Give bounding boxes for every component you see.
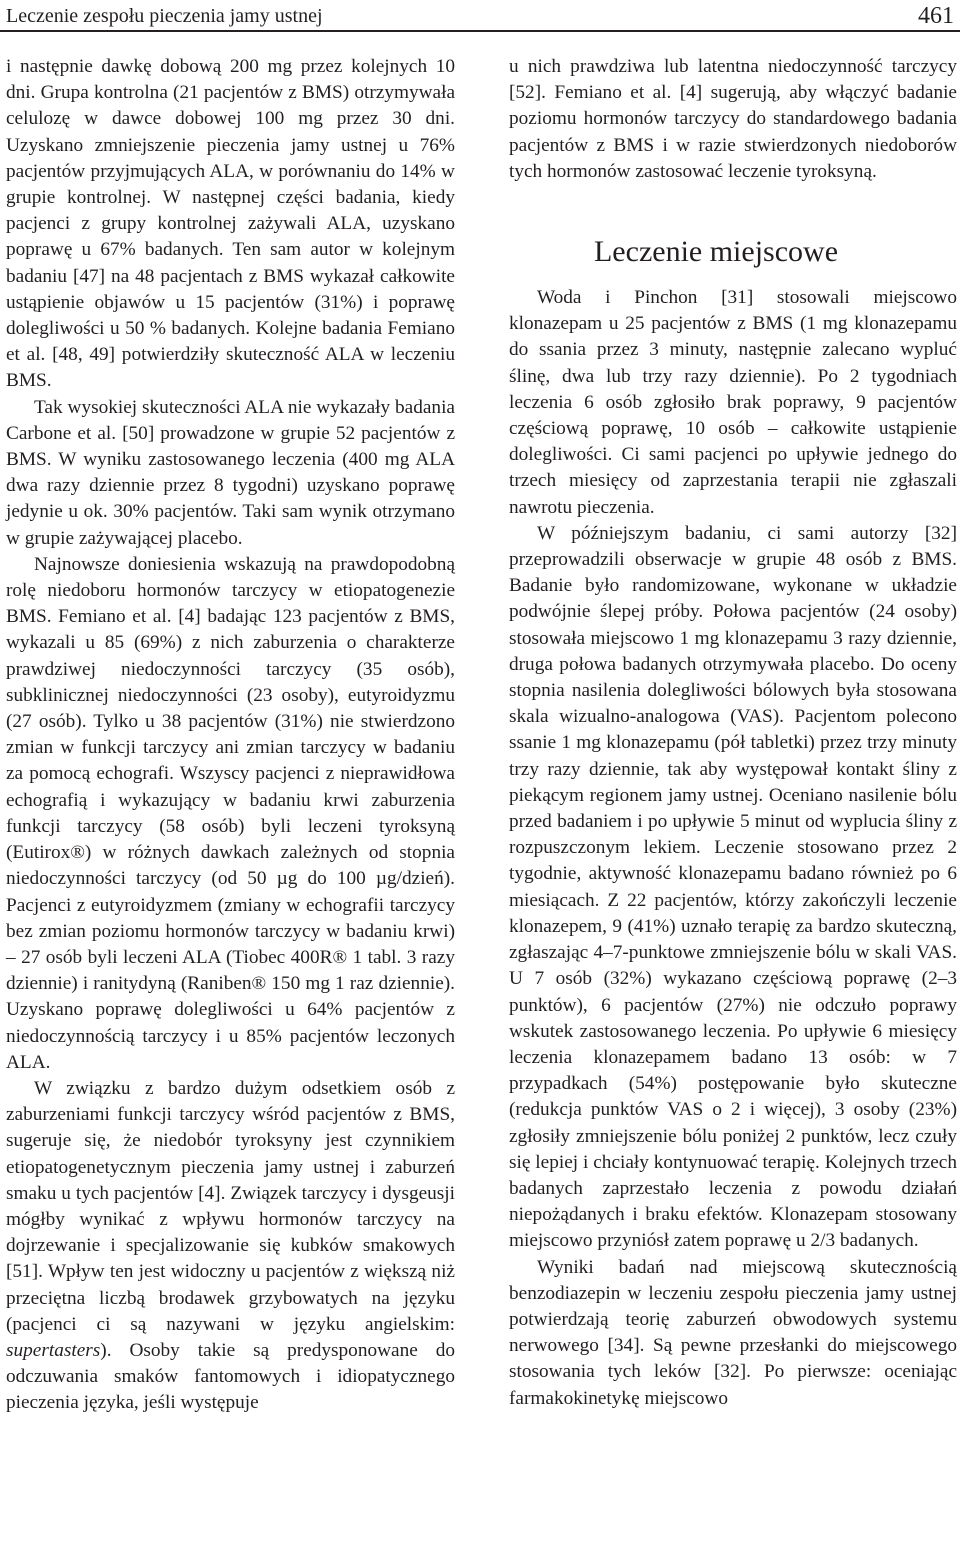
page-number: 461 <box>918 3 954 29</box>
paragraph: Woda i Pinchon [31] stosowali miejscowo klonazepam u 25 pacjentów z BMS (1 mg klonazepamu do ssania przez 3 minuty, następnie zalecano wypluć ślinę, dwa lub trzy razy dziennie). Po 2 tygodniach leczenia 6 osób zgłosiło brak poprawy, 9 pacjentów częściową poprawę, 10 osób – całkowite ustąpienie dolegliwości. Ci sami pacjenci po upływie jednego do trzech miesięcy od zaprzestania terapii nie zgłaszali nawrotu pieczenia. <box>509 287 957 518</box>
running-title: Leczenie zespołu pieczenia jamy ustnej <box>6 5 323 27</box>
left-column <box>6 54 455 1417</box>
paragraph: u nich prawdziwa lub latentna niedoczynność tarczycy [52]. Femiano et al. [4] sugerują, aby włączyć badanie poziomu hormonów tarczycy do standardowego badania pacjentów z BMS i w razie stwierdzonych niedoborów tych hormonów zastosować leczenie tyroksyną. <box>509 56 957 182</box>
header-rule <box>0 30 960 32</box>
right-column <box>509 54 957 1412</box>
page-header <box>0 0 960 34</box>
paragraph: Wyniki badań nad miejscową skutecznością benzodiazepin w leczeniu zespołu pieczenia jamy ustnej potwierdzają teorię zaburzeń obwodowych systemu nerwowego [34]. Są pewne przesłanki do miejscowego stosowania tych leków [32]. Po pierwsze: oceniając farmakokinetykę miejscowo <box>509 1256 957 1409</box>
paragraph-text: ). Osoby takie są predysponowane do odczuwania smaków fantomowych i idiopatycznego pieczenia języka, jeśli występuje <box>6 1339 455 1414</box>
paragraph: Tak wysokiej skuteczności ALA nie wykazały badania Carbone et al. [50] prowadzone w grupie 52 pacjentów z BMS. W wyniku zastosowanego leczenia (400 mg ALA dwa razy dziennie przez 8 tygodni) uzyskano poprawę jedynie u ok. 30% pacjentów. Taki sam wynik otrzymano w grupie zażywającej placebo. <box>6 396 455 549</box>
paragraph <box>6 1076 455 1417</box>
italic-term: supertasters <box>6 1339 101 1361</box>
paragraph: W późniejszym badaniu, ci sami autorzy [32] przeprowadzili obserwacje w grupie 48 osób z BMS. Badanie było randomizowane, wykonane w układzie podwójnie ślepej próby. Połowa pacjentów (24 osoby) stosowała miejscowo 1 mg klonazepamu 3 razy dziennie, druga połowa badanych otrzymywała placebo. Do oceny stopnia nasilenia dolegliwości bólowych była stosowana skala wizualno-analogowa (VAS). Pacjentom polecono ssanie 1 mg klonazepamu (pół tabletki) przez trzy minuty trzy razy dziennie, tak aby występował kontakt śliny z piekącym regionem jamy ustnej. Oceniano nasilenie bólu przed badaniem i po upływie 5 minut od wyplucia śliny z rozpuszczonym lekiem. Leczenie stosowano przez 2 tygodnie, aktywność klonazepamu badano również po 6 miesiącach. Z 22 pacjentów, którzy zakończyli leczenie klonazepem, 9 (41%) uznało terapię za bardzo skuteczną, zgłaszając 4–7-punktowe zmniejszenie bólu w skali VAS. U 7 osób (32%) wykazano częściową poprawę (2–3 punktów), 6 pacjentów (27%) nie odczuło poprawy wskutek zastosowanego leczenia. Po upływie 6 miesięcy leczenia klonazepamem badano 13 osób: w 7 przypadkach (54%) postępowanie było skuteczne (redukcja punktów VAS o 2 i więcej), 3 osoby (23%) zgłosiły zmniejszenie bólu poniżej 2 punktów, lecz czuły się lepiej i chciały kontynuować terapię. Kolejnych trzech badanych zaprzestało leczenia z powodu działań niepożądanych i braku efektów. Klonazepam stosowany miejscowo przyniósł zatem poprawę u 2/3 badanych. <box>509 522 957 1252</box>
paragraph: i następnie dawkę dobową 200 mg przez kolejnych 10 dni. Grupa kontrolna (21 pacjentów z BMS) otrzymywała celulozę w dawce dobowej 100 mg przez 30 dni. Uzyskano zmniejszenie pieczenia jamy ustnej u 76% pacjentów przyjmujących ALA, w porównaniu do 14% w grupie kontrolnej. W następnej części badania, kiedy pacjenci z grupy kontrolnej zażywali ALA, uzyskano poprawę u 67% badanych. Ten sam autor w kolejnym badaniu [47] na 48 pacjentach z BMS wykazał całkowite ustąpienie objawów u 15 pacjentów (31%) i poprawę dolegliwości u 50 % badanych. Kolejne badania Femiano et al. [48, 49] potwierdziły skuteczność ALA w leczeniu BMS. <box>6 56 455 392</box>
paragraph: Najnowsze doniesienia wskazują na prawdopodobną rolę niedoboru hormonów tarczycy w etiopatogenezie BMS. Femiano et al. [4] badając 123 pacjentów z BMS, wykazali u 85 (69%) z nich zaburzenia o charakterze prawdziwej niedoczynności tarczycy (35 osób), subklinicznej niedoczynności (23 osoby), eutyroidyzmu (27 osób). Tylko u 38 pacjentów (31%) nie stwierdzono zmian w funkcji tarczycy ani zmian tarczycy w badaniu za pomocą echografi. Wszyscy pacjenci z nieprawidłowa echografią i wykazujący w badaniu krwi zaburzenia funkcji tarczycy (58 osób) byli leczeni tyroksyną (Eutirox®) w różnych dawkach zależnych od stopnia niedoczynności tarczycy (od 50 µg do 100 µg/dzień). Pacjenci z eutyroidyzmem (zmiany w echografii tarczycy bez zmian poziomu hormonów tarczycy w badaniu krwi) – 27 osób byli leczeni ALA (Tiobec 400R® 1 tabl. 3 razy dziennie) i ranitydyną (Raniben® 150 mg 1 raz dziennie). Uzyskano poprawę dolegliwości u 64% pacjentów z niedoczynnością tarczycy i u 85% pacjentów leczonych ALA. <box>6 553 455 1073</box>
paragraph-text: W związku z bardzo dużym odsetkiem osób z zaburzeniami funkcji tarczycy wśród pacjentów z BMS, sugeruje się, że niedobór tyroksyny jest czynnikiem etiopatogenetycznym pieczenia jamy ustnej i zaburzeń smaku u tych pacjentów [4]. Związek tarczycy i dysgeusji mógłby wynikać z wpływu hormonów tarczycy na dojrzewanie i specjalizowanie się kubków smakowych [51]. Wpływ ten jest widoczny u pacjentów z większą niż przeciętna liczbą brodawek grzybowatych na języku (pacjenci ci są nazywani w języku angielskim: <box>6 1077 455 1335</box>
section-heading: Leczenie miejscowe <box>593 235 839 269</box>
